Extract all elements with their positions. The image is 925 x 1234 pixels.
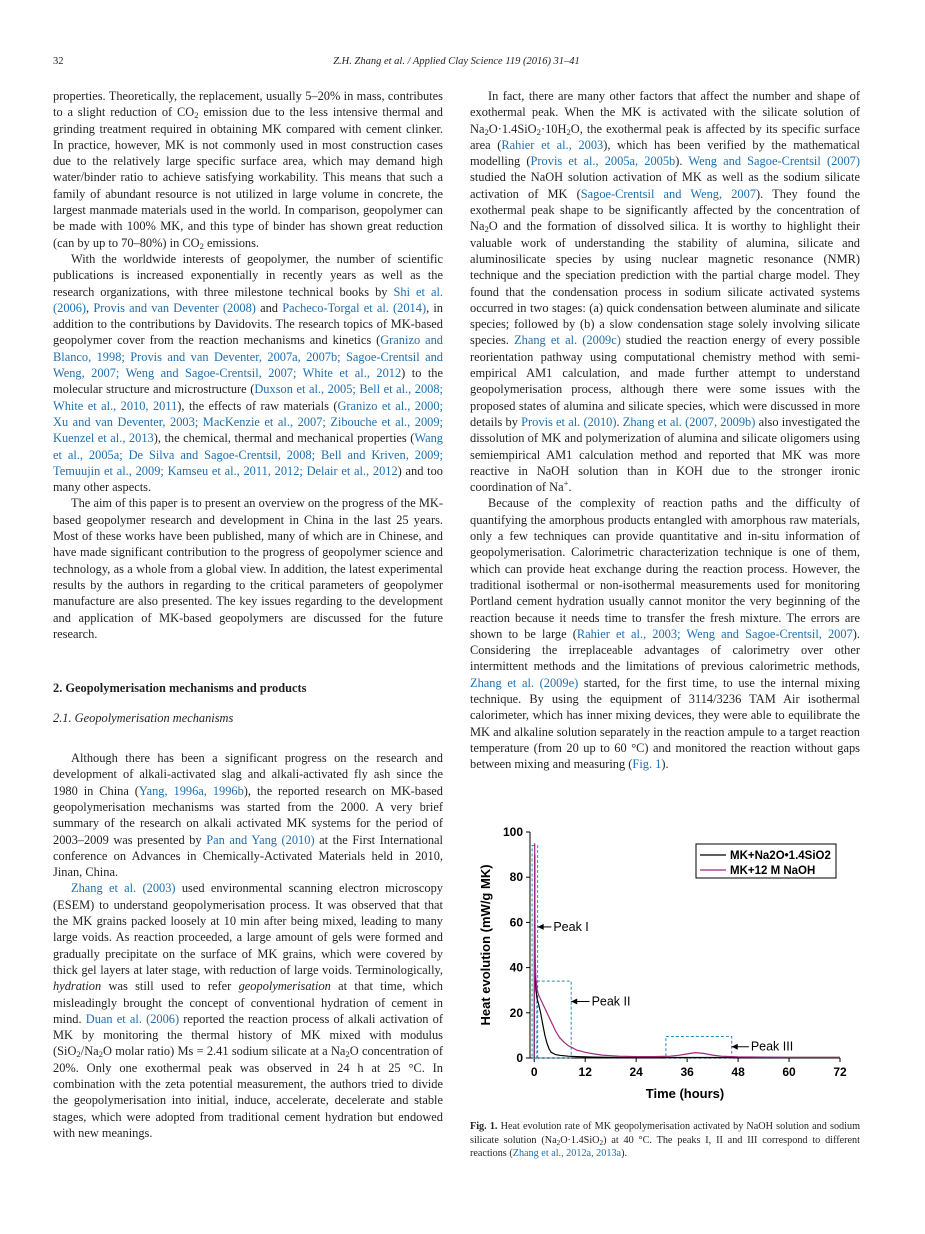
right-column — [470, 88, 860, 772]
peak-box — [666, 1037, 732, 1058]
citation-link[interactable]: Weng and Sagoe-Crentsil (2007) — [688, 154, 860, 169]
citation-link[interactable]: Rahier et al., 2003; Weng and Sagoe-Crentsil, 2007 — [576, 626, 853, 641]
annotation-label: Peak III — [750, 1039, 794, 1054]
paragraph: In fact, there are many other factors that affect the number and shape of exothermal peak. When the MK is activated with the silicate solution of $Na_2O\cdot 1.4SiO_2\cdot 10H_2O$, the exothermal peak is affected by its specific surface area (Rahier et al., 2003), which has been verified by the mathematical modelling (Provis et al., 2005a, 2005b). Weng and Sagoe-Crentsil (2007) studied the NaOH solution activation of MK as well as the sodium silicate activation of MK (Sagoe-Crentsil and Weng, 2007). They found the exothermal peak shape to be significantly affected by the concentration of $Na_2O$ and the formation of dissolved silica. It is worthy to highlight their valuable work of understanding the stability of alumina, silicate and aluminosilicate species by using nuclear magnetic resonance (NMR) technique and the speciation prediction with the partial charge model. They found that the condensation process in sodium silicate activated systems occurred in two stages: (a) quick condensation between aluminate and silicate species; followed by (b) a slow condensation stage solely involving silicate species. Zhang et al. (2009c) studied the reaction energy of every possible reorientation pathway using computational chemistry method with semi-empirical AM1 calculation, and made further attempt to understand geopolymerisation process, although there were some issues with the proposed states of alumina and silicate species, which were discussed in more details by Provis et al. (2010). Zhang et al. (2007, 2009b) also investigated the dissolution of MK and polymerization of alumina and silicate oligomers using semiempirical AM1 calculation method and reported that MK was more reactive in NaOH solution than in KOH due to the stronger ironic coordination of Na+. — [470, 89, 860, 495]
heat-evolution-chart — [470, 818, 860, 1118]
section-title: 2. Geopolymerisation mechanisms and products — [53, 681, 307, 696]
citation-link[interactable]: Yang, 1996a, 1996b — [138, 783, 244, 798]
citation-link[interactable]: Provis et al. (2010) — [521, 414, 617, 429]
x-tick-label: 12 — [578, 1065, 592, 1079]
citation-link[interactable]: Rahier et al., 2003 — [501, 137, 604, 152]
left-column — [53, 88, 443, 1141]
citation-link[interactable]: Granizo et al., 2000; Xu and van Deventer, 2003; MacKenzie et al., 2007; Zibouche et al., 2009; Kuenzel et al., 2013 — [53, 398, 443, 446]
y-tick-label: 40 — [509, 960, 523, 975]
x-tick-label: 72 — [833, 1065, 847, 1079]
paragraph: properties. Theoretically, the replacement, usually 5–20% in mass, contributes to a slight reduction of $CO_2$ emission due to the less intensive thermal and grinding treatment required in obtaining MK compared with cement clinker. In practice, however, MK is not commonly used in most construction cases due to the relatively large specific surface area, which may demand high water/binder ratio to achieve satisfying workability. This means that such a family of abundant resource is not utilized in large volume in concrete, the largest manmade materials used in the world. In comparison, geopolymer can be made with 100% MK, and this type of binder has shown great reduction (can by up to 70–80%) in $CO_2$ emissions. — [53, 89, 443, 251]
paragraph: Although there has been a significant progress on the research and development of alkali-activated slag and alkali-activated fly ash since the 1980 in China (Yang, 1996a, 1996b), the reported research on MK-based geopolymerisation mechanisms was started from the 2000. A very brief summary of the research on alkali activated MK systems for the period of 2003–2009 was presented by Pan and Yang (2010) at the First International conference on Advances in Chemically-Activated Materials held in 2010, Jinan, China. — [53, 751, 443, 880]
legend-label: MK+12 M NaOH — [730, 865, 816, 877]
citation-link[interactable]: Provis and van Deventer (2008) — [93, 300, 256, 315]
page-header — [53, 56, 860, 72]
citation-link[interactable]: Provis et al., 2005a, 2005b — [530, 154, 676, 169]
paragraph: Zhang et al. (2003) used environmental scanning electron microscopy (ESEM) to understand geopolymerisation process. It was observed that that the MK grains packed loosely at 10 min after being mixed, leading to many large voids. As reaction proceeded, a large amount of gels were formed and gradually precipitate on the surface of MK grains, which were covered by thick gel layers at later stage, with reduction of large voids. Terminologically, hydration was still used to refer geopolymerisation at that time, which misleadingly brought the concept of conventional hydration of cement in mind. Duan et al. (2006) reported the reaction process of alkali activation of MK by monitoring the thermal history of MK mixed with modulus ($SiO_2/Na_2O$ molar ratio) Ms = 2.41 sodium silicate at a $Na_2O$ concentration of 20%. Only one exothermal peak was observed in 24 h at 25 °C. In combination with the zeta potential measurement, the authors tried to divide the geopolymerisation into initial, induce, accelerate, decelerate and stable stages, which were adopted from traditional cement hydration but endowed with new meanings. — [53, 881, 443, 1140]
running-title: Z.H. Zhang et al. / Applied Clay Science 119 (2016) 31–41 — [333, 56, 580, 67]
x-tick-label: 0 — [530, 1065, 538, 1079]
citation-link[interactable]: Zhang et al. (2009e) — [470, 675, 579, 690]
annotation-arrowhead — [732, 1044, 738, 1050]
x-tick-label: 36 — [680, 1065, 694, 1079]
citation-link[interactable]: Sagoe-Crentsil and Weng, 2007 — [580, 186, 757, 201]
citation-link[interactable]: Wang et al., 2005a; De Silva and Sagoe-Crentsil, 2008; Bell and Kriven, 2009; Temuujin et al., 2009; Kamseu et al., 2011, 2012; Delair et al., 2012 — [53, 431, 443, 478]
x-tick-label: 48 — [731, 1065, 745, 1079]
paragraph: With the worldwide interests of geopolymer, the number of scientific publications is increased exponentially in recently years as well as the research organizations, with three milestone technical books by Shi et al. (2006), Provis and van Deventer (2008) and Pacheco-Torgal et al. (2014), in addition to the contributions by Davidovits. The research topics of MK-based geopolymer cover from the reaction mechanisms and kinetics (Granizo and Blanco, 1998; Provis and van Deventer, 2007a, 2007b; Sagoe-Crentsil and Weng, 2007; Weng and Sagoe-Crentsil, 2007; White et al., 2012) to the molecular structure and microstructure (Duxson et al., 2005; Bell et al., 2008; White et al., 2010, 2011), the effects of raw materials (Granizo et al., 2000; Xu and van Deventer, 2003; MacKenzie et al., 2007; Zibouche et al., 2009; Kuenzel et al., 2013), the chemical, thermal and mechanical properties (Wang et al., 2005a; De Silva and Sagoe-Crentsil, 2008; Bell and Kriven, 2009; Temuujin et al., 2009; Kamseu et al., 2011, 2012; Delair et al., 2012) and too many other aspects. — [53, 251, 444, 495]
citation-link[interactable]: Pan and Yang (2010) — [206, 832, 315, 847]
y-tick-label: 60 — [509, 915, 523, 930]
annotation-label: Peak II — [591, 994, 631, 1009]
y-tick-label: 0 — [516, 1051, 523, 1065]
y-axis-label: Heat evolution (mW/g MK) — [478, 864, 493, 1026]
figure-caption: Fig. 1. Heat evolution rate of MK geopolymerisation activated by NaOH solution and sodium silicate solution $(Na_2O\cdot 1.4SiO_2)$ at 40 °C. The peaks I, II and III correspond to different reactions (Zhang et al., 2012a, 2013a). — [470, 1121, 860, 1159]
citation-link[interactable]: Duan et al. (2006) — [85, 1011, 180, 1026]
annotation-label: Peak I — [553, 919, 589, 934]
x-tick-label: 60 — [782, 1065, 796, 1079]
citation-link[interactable]: Duxson et al., 2005; Bell et al., 2008; White et al., 2010, 2011 — [53, 382, 444, 413]
subsection-title: 2.1. Geopolymerisation mechanisms — [53, 711, 234, 726]
citation-link[interactable]: Zhang et al., 2012a, 2013a — [512, 1148, 622, 1159]
figure-1 — [470, 818, 860, 1118]
annotation-arrowhead — [571, 999, 577, 1005]
legend-label: MK+Na2O•1.4SiO2 — [730, 850, 831, 862]
y-tick-label: 100 — [502, 825, 523, 839]
page-number: 32 — [53, 56, 64, 67]
citation-link[interactable]: Pacheco-Torgal et al. (2014) — [282, 300, 427, 315]
citation-link[interactable]: Granizo and Blanco, 1998; Provis and van Deventer, 2007a, 2007b; Sagoe-Crentsil and Weng, 2007; Weng and Sagoe-Crentsil, 2007; White et al., 2012 — [53, 333, 443, 381]
annotation-arrowhead — [538, 924, 544, 930]
series-line — [534, 855, 840, 1058]
citation-link[interactable]: Zhang et al. (2003) — [71, 881, 176, 896]
citation-link[interactable]: Zhang et al. (2007, 2009b) — [622, 414, 756, 429]
y-tick-label: 20 — [509, 1005, 523, 1020]
x-axis-label: Time (hours) — [645, 1086, 725, 1101]
citation-link[interactable]: Zhang et al. (2009c) — [514, 333, 621, 348]
paragraph: The aim of this paper is to present an overview on the progress of the MK-based geopolymer research and development in China in the last 25 years. Most of these works have been published, many of which are in Chinese, and have made significant contribution to the progress of geopolymer science and technology, as a whole from a global view. In addition, the latest experimental results by the authors in regarding to the critical parameters of geopolymer manufacture are also presented. The key issues regarding to the development and application of MK-based geopolymers are discussed for the future research. — [53, 496, 443, 641]
paragraph: Because of the complexity of reaction paths and the difficulty of quantifying the amorphous products entangled with amorphous raw materials, only a few techniques can provide quantitative and in-situ information of geopolymerisation. Calorimetric characterization technique is one of them, which can provide heat exchange during the reaction process. However, the traditional isothermal or non-isothermal measurements used for monitoring Portland cement hydration usually cannot monitor the very beginning of the reaction because it needs time to transfer the fresh mixture. The errors are shown to be large (Rahier et al., 2003; Weng and Sagoe-Crentsil, 2007). Considering the irreplaceable advantages of calorimetry over other intermittent methods and the limitations of previous calorimetric methods, Zhang et al. (2009e) started, for the first time, to use the internal mixing technique. By using the equipment of 3114/3236 TAM Air isothermal calorimeter, which has inner mixing devices, they were able to equilibrate the MK and alkaline solution separately in the reaction ampule to a target reaction temperature (from 20 up to 60 °C) and monitored the reaction without gaps between mixing and measuring (Fig. 1). — [470, 496, 860, 772]
x-tick-label: 24 — [629, 1065, 643, 1079]
citation-link[interactable]: Shi et al. (2006) — [53, 284, 443, 315]
figure-link[interactable]: Fig. 1 — [632, 757, 662, 772]
y-tick-label: 80 — [509, 870, 523, 885]
